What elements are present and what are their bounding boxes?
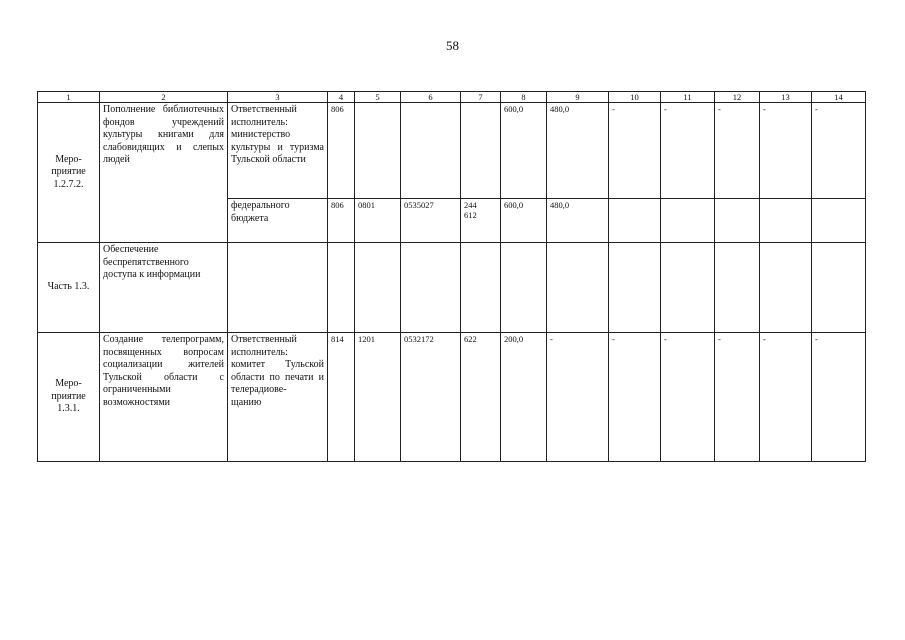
row-description: Обеспечение беспрепятственного доступа к информации — [100, 243, 228, 333]
col-header: 13 — [760, 92, 812, 103]
cell: - — [812, 103, 866, 199]
cell: 622 — [461, 333, 501, 462]
row-label: Часть 1.3. — [38, 243, 100, 333]
cell: - — [661, 103, 715, 199]
empty-cell — [328, 243, 355, 333]
empty-cell — [461, 243, 501, 333]
cell: 0532172 — [401, 333, 461, 462]
col-header: 14 — [812, 92, 866, 103]
table-row — [38, 103, 866, 199]
col-header: 1 — [38, 92, 100, 103]
cell — [609, 199, 661, 243]
cell: - — [547, 333, 609, 462]
col-header: 12 — [715, 92, 760, 103]
cell — [461, 103, 501, 199]
cell: - — [760, 333, 812, 462]
empty-cell — [401, 243, 461, 333]
cell: 806 — [328, 199, 355, 243]
cell: - — [715, 103, 760, 199]
col-header: 7 — [461, 92, 501, 103]
col-header: 3 — [228, 92, 328, 103]
cell — [715, 199, 760, 243]
cell: 0535027 — [401, 199, 461, 243]
col-header: 11 — [661, 92, 715, 103]
cell: - — [661, 333, 715, 462]
empty-cell — [228, 243, 328, 333]
col-header: 9 — [547, 92, 609, 103]
row-description: Пополнение библиотечных фондов учреждений культуры книгами для слабовидящих и слепых людей — [100, 103, 228, 243]
row-label: Меро- приятие 1.3.1. — [38, 333, 100, 462]
cell: 480,0 — [547, 199, 609, 243]
row-executor: Ответственный исполнитель: министерство культуры и туризма Тульской области — [228, 103, 328, 199]
header-row — [38, 92, 866, 103]
row-executor: федерального бюджета — [228, 199, 328, 243]
empty-cell — [812, 243, 866, 333]
empty-cell — [661, 243, 715, 333]
cell: 244 612 — [461, 199, 501, 243]
cell: - — [760, 103, 812, 199]
empty-cell — [715, 243, 760, 333]
cell: 814 — [328, 333, 355, 462]
col-header: 2 — [100, 92, 228, 103]
cell — [760, 199, 812, 243]
cell: 600,0 — [501, 103, 547, 199]
row-executor: Ответственный исполнитель: комитет Тульской области по печати и телерадиове- щанию — [228, 333, 328, 462]
empty-cell — [501, 243, 547, 333]
table-row — [38, 333, 866, 462]
cell: 600,0 — [501, 199, 547, 243]
cell — [661, 199, 715, 243]
cell: - — [609, 333, 661, 462]
cell — [401, 103, 461, 199]
empty-cell — [547, 243, 609, 333]
row-label: Меро- приятие 1.2.7.2. — [38, 103, 100, 243]
cell: - — [715, 333, 760, 462]
cell: - — [609, 103, 661, 199]
cell — [812, 199, 866, 243]
empty-cell — [609, 243, 661, 333]
cell: 200,0 — [501, 333, 547, 462]
table-row — [38, 243, 866, 333]
page-number: 58 — [446, 38, 459, 53]
col-header: 4 — [328, 92, 355, 103]
cell: 0801 — [355, 199, 401, 243]
cell — [355, 103, 401, 199]
budget-table — [37, 91, 866, 462]
row-description: Создание телепрограмм, посвященных вопросам социализации жителей Тульской области с ограниченными возможностями — [100, 333, 228, 462]
empty-cell — [355, 243, 401, 333]
empty-cell — [760, 243, 812, 333]
col-header: 6 — [401, 92, 461, 103]
col-header: 10 — [609, 92, 661, 103]
cell: 480,0 — [547, 103, 609, 199]
col-header: 8 — [501, 92, 547, 103]
cell: - — [812, 333, 866, 462]
col-header: 5 — [355, 92, 401, 103]
cell: 1201 — [355, 333, 401, 462]
cell: 806 — [328, 103, 355, 199]
